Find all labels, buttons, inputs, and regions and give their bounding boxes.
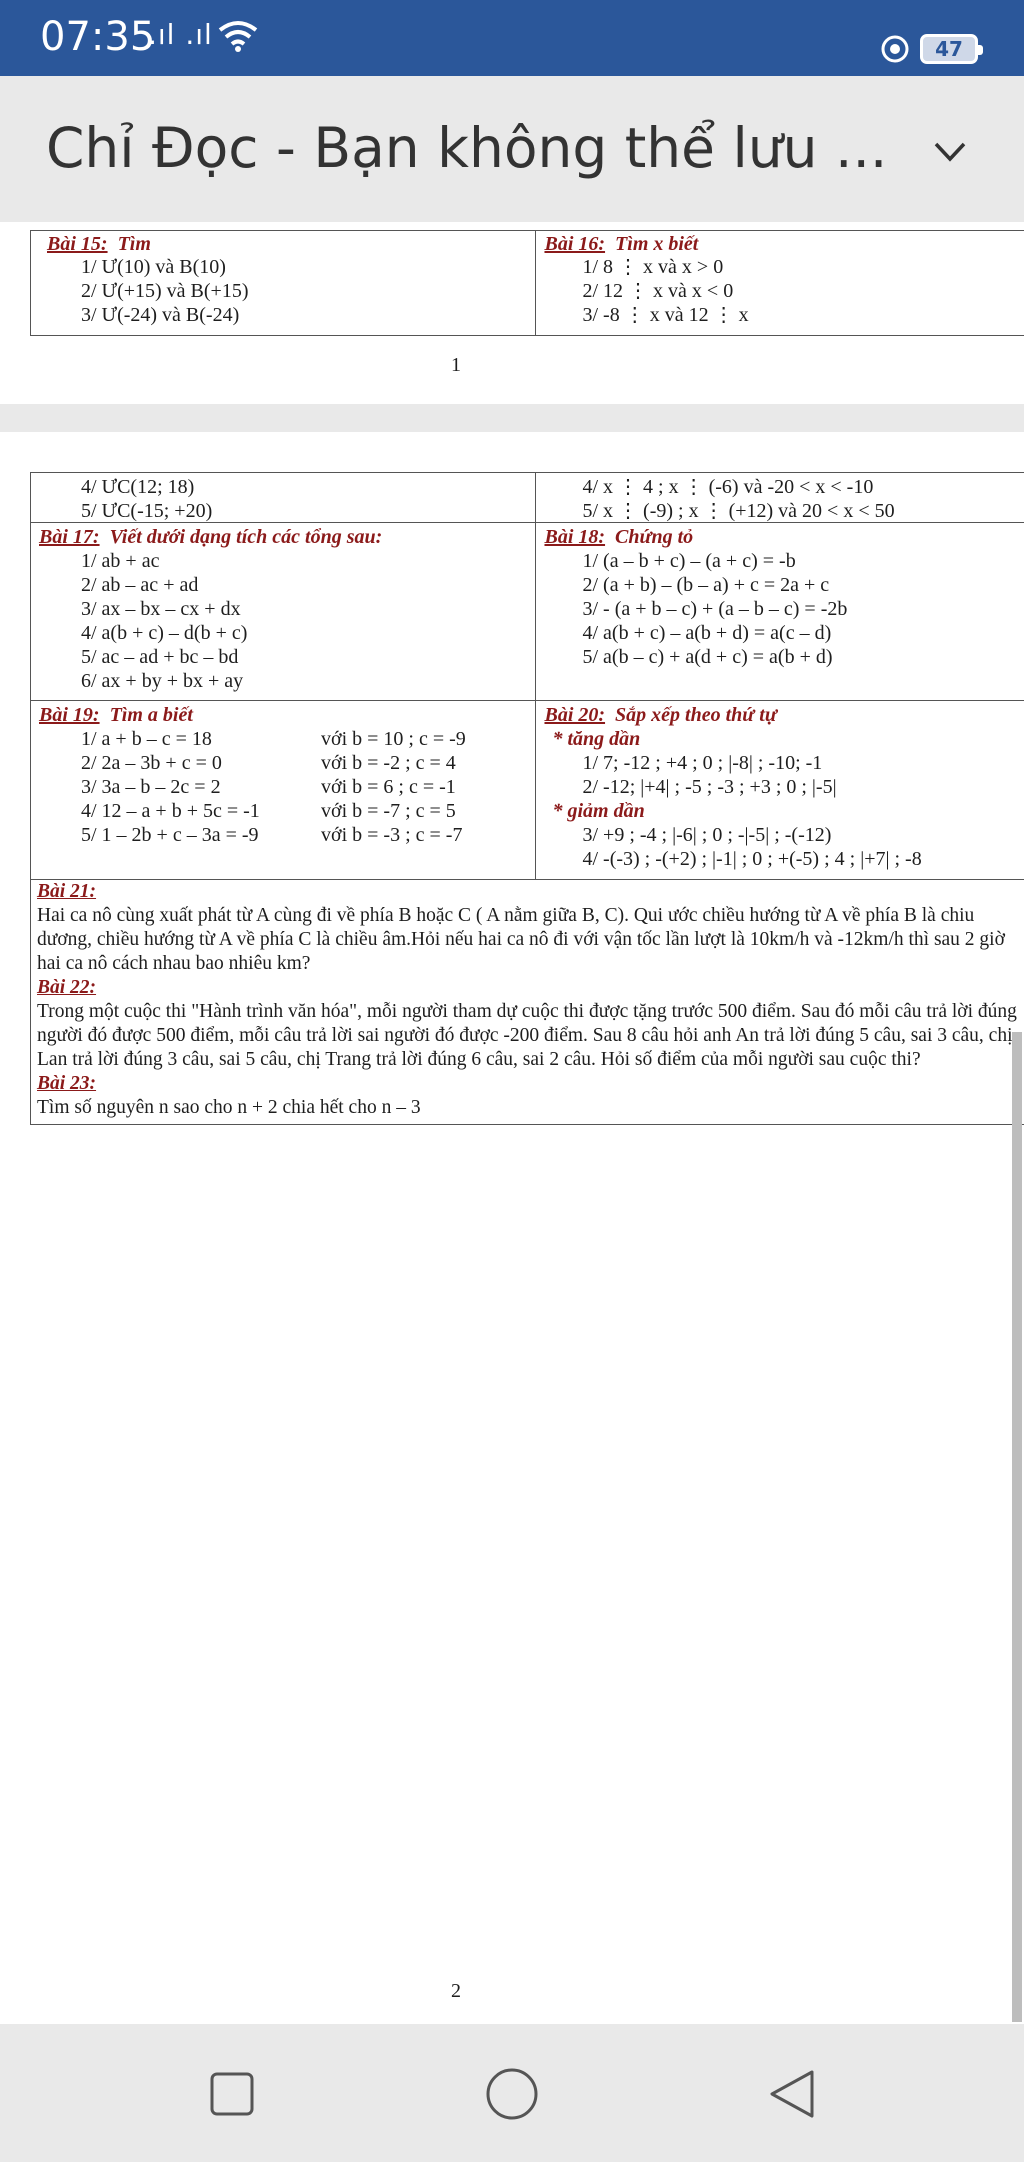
page-number: 1 [451, 354, 461, 376]
recent-apps-icon[interactable] [202, 2064, 262, 2124]
chevron-down-icon[interactable] [930, 132, 970, 172]
exercise-16: Bài 16: Tìm x biết 1/ 8 ⋮ x và x > 0 2/ 12 ⋮ x và x < 0 3/ -8 ⋮ x và 12 ⋮ x [544, 233, 749, 326]
exercise-16-continued: 4/ x ⋮ 4 ; x ⋮ (-6) và -20 < x < -10 5/ x ⋮ (-9) ; x ⋮ (+12) và 20 < x < 50 [582, 476, 895, 522]
clock: 07:35 [40, 14, 156, 60]
home-icon[interactable] [482, 2064, 542, 2124]
navigation-bar [0, 2024, 1024, 2162]
alarm-icon [880, 34, 910, 64]
exercise-20: Bài 20: Sắp xếp theo thứ tự * tăng dần 1/ 7; -12 ; +4 ; 0 ; |-8| ; -10; -1 2/ -12; |+4| ; -5 ; -3 ; +3 ; 0 ; |-5| * giảm dần 3/ +9 ; -4 ; |-6| ; 0 ; -|-5| ; -(-12) 4/ -(-3) ; -(+2) ; |-1| ; 0 ; +(-5) ; 4 ; |+7| ; -8 [544, 704, 922, 870]
signal-icon: .ıl .ıl [148, 18, 213, 51]
wifi-icon [218, 18, 258, 54]
exercise-18: Bài 18: Chứng tỏ 1/ (a – b + c) – (a + c) = -b 2/ (a + b) – (b – a) + c = 2a + c 3/ - (a + b – c) + (a – b – c) = -2b 4/ a(b + c) – a(b + d) = a(c – d) 5/ a(b – c) + a(d + c) = a(b + d) [544, 526, 848, 668]
page-number: 2 [451, 1980, 461, 2002]
exercise-15-continued: 4/ ƯC(12; 18) 5/ ƯC(-15; +20) [31, 473, 536, 522]
document-page-2 [0, 432, 1024, 2024]
exercise-21-23: Bài 21: Hai ca nô cùng xuất phát từ A cùng đi về phía B hoặc C ( A nằm giữa B, C). Qui ước chiều hướng từ A về phía B là chiu dương, chiều hướng từ A về phía C là chiều âm.Hỏi nếu hai ca nô đi với vận tốc lần lượt là 10km/h và -12km/h thì sau 2 giờ hai ca nô cách nhau bao nhiêu km? Bài 22: Trong một cuộc thi "Hành trình văn hóa", mỗi người tham dự cuộc thi được tặng trước 500 điểm. Sau đó mỗi câu trả lời đúng người đó được 500 điểm, mỗi câu trả lời sai người đó được -200 điểm. Sau 8 câu hỏi anh An trả lời đúng 5 câu, sai 3 câu, chị Lan trả lời đúng 3 câu, sai 5 câu, chị Trang trả lời đúng 6 câu, sai 2 câu. Hỏi số điểm của mỗi người sau cuộc thi? Bài 23: Tìm số nguyên n sao cho n + 2 chia hết cho n – 3 [30, 880, 1024, 1125]
exercise-19: Bài 19: Tìm a biết 1/ a + b – c = 18 với b = 10 ; c = -9 2/ 2a – 3b + c = 0 với b = -2 ; c = 4 3/ 3a – b – 2c = 2 với b = 6 ; c = -1 4/ 12 – a + b + 5c = -1 với b = -7 ; c = 5 5/ 1 – 2b + c – 3a = -9 với b = -3 ; c = -7 [31, 701, 536, 879]
scrollbar[interactable] [1012, 1032, 1022, 2022]
status-bar [0, 0, 1024, 76]
document-header [0, 76, 1024, 222]
back-icon[interactable] [762, 2064, 822, 2124]
exercise-15: Bài 15: Tìm 1/ Ư(10) và B(10) 2/ Ư(+15) và B(+15) 3/ Ư(-24) và B(-24) [31, 231, 536, 335]
battery-icon: 47 [920, 34, 978, 64]
document-page-1 [0, 222, 1024, 404]
exercise-table-2 [30, 472, 1024, 880]
exercise-17: Bài 17: Viết dưới dạng tích các tổng sau: 1/ ab + ac 2/ ab – ac + ad 3/ ax – bx – cx + dx 4/ a(b + c) – d(b + c) 5/ ac – ad + bc – bd 6/ ax + by + bx + ay [31, 523, 536, 700]
exercise-table-1 [30, 230, 1024, 336]
document-title[interactable]: Chỉ Đọc - Bạn không thể lưu ... [46, 116, 888, 180]
